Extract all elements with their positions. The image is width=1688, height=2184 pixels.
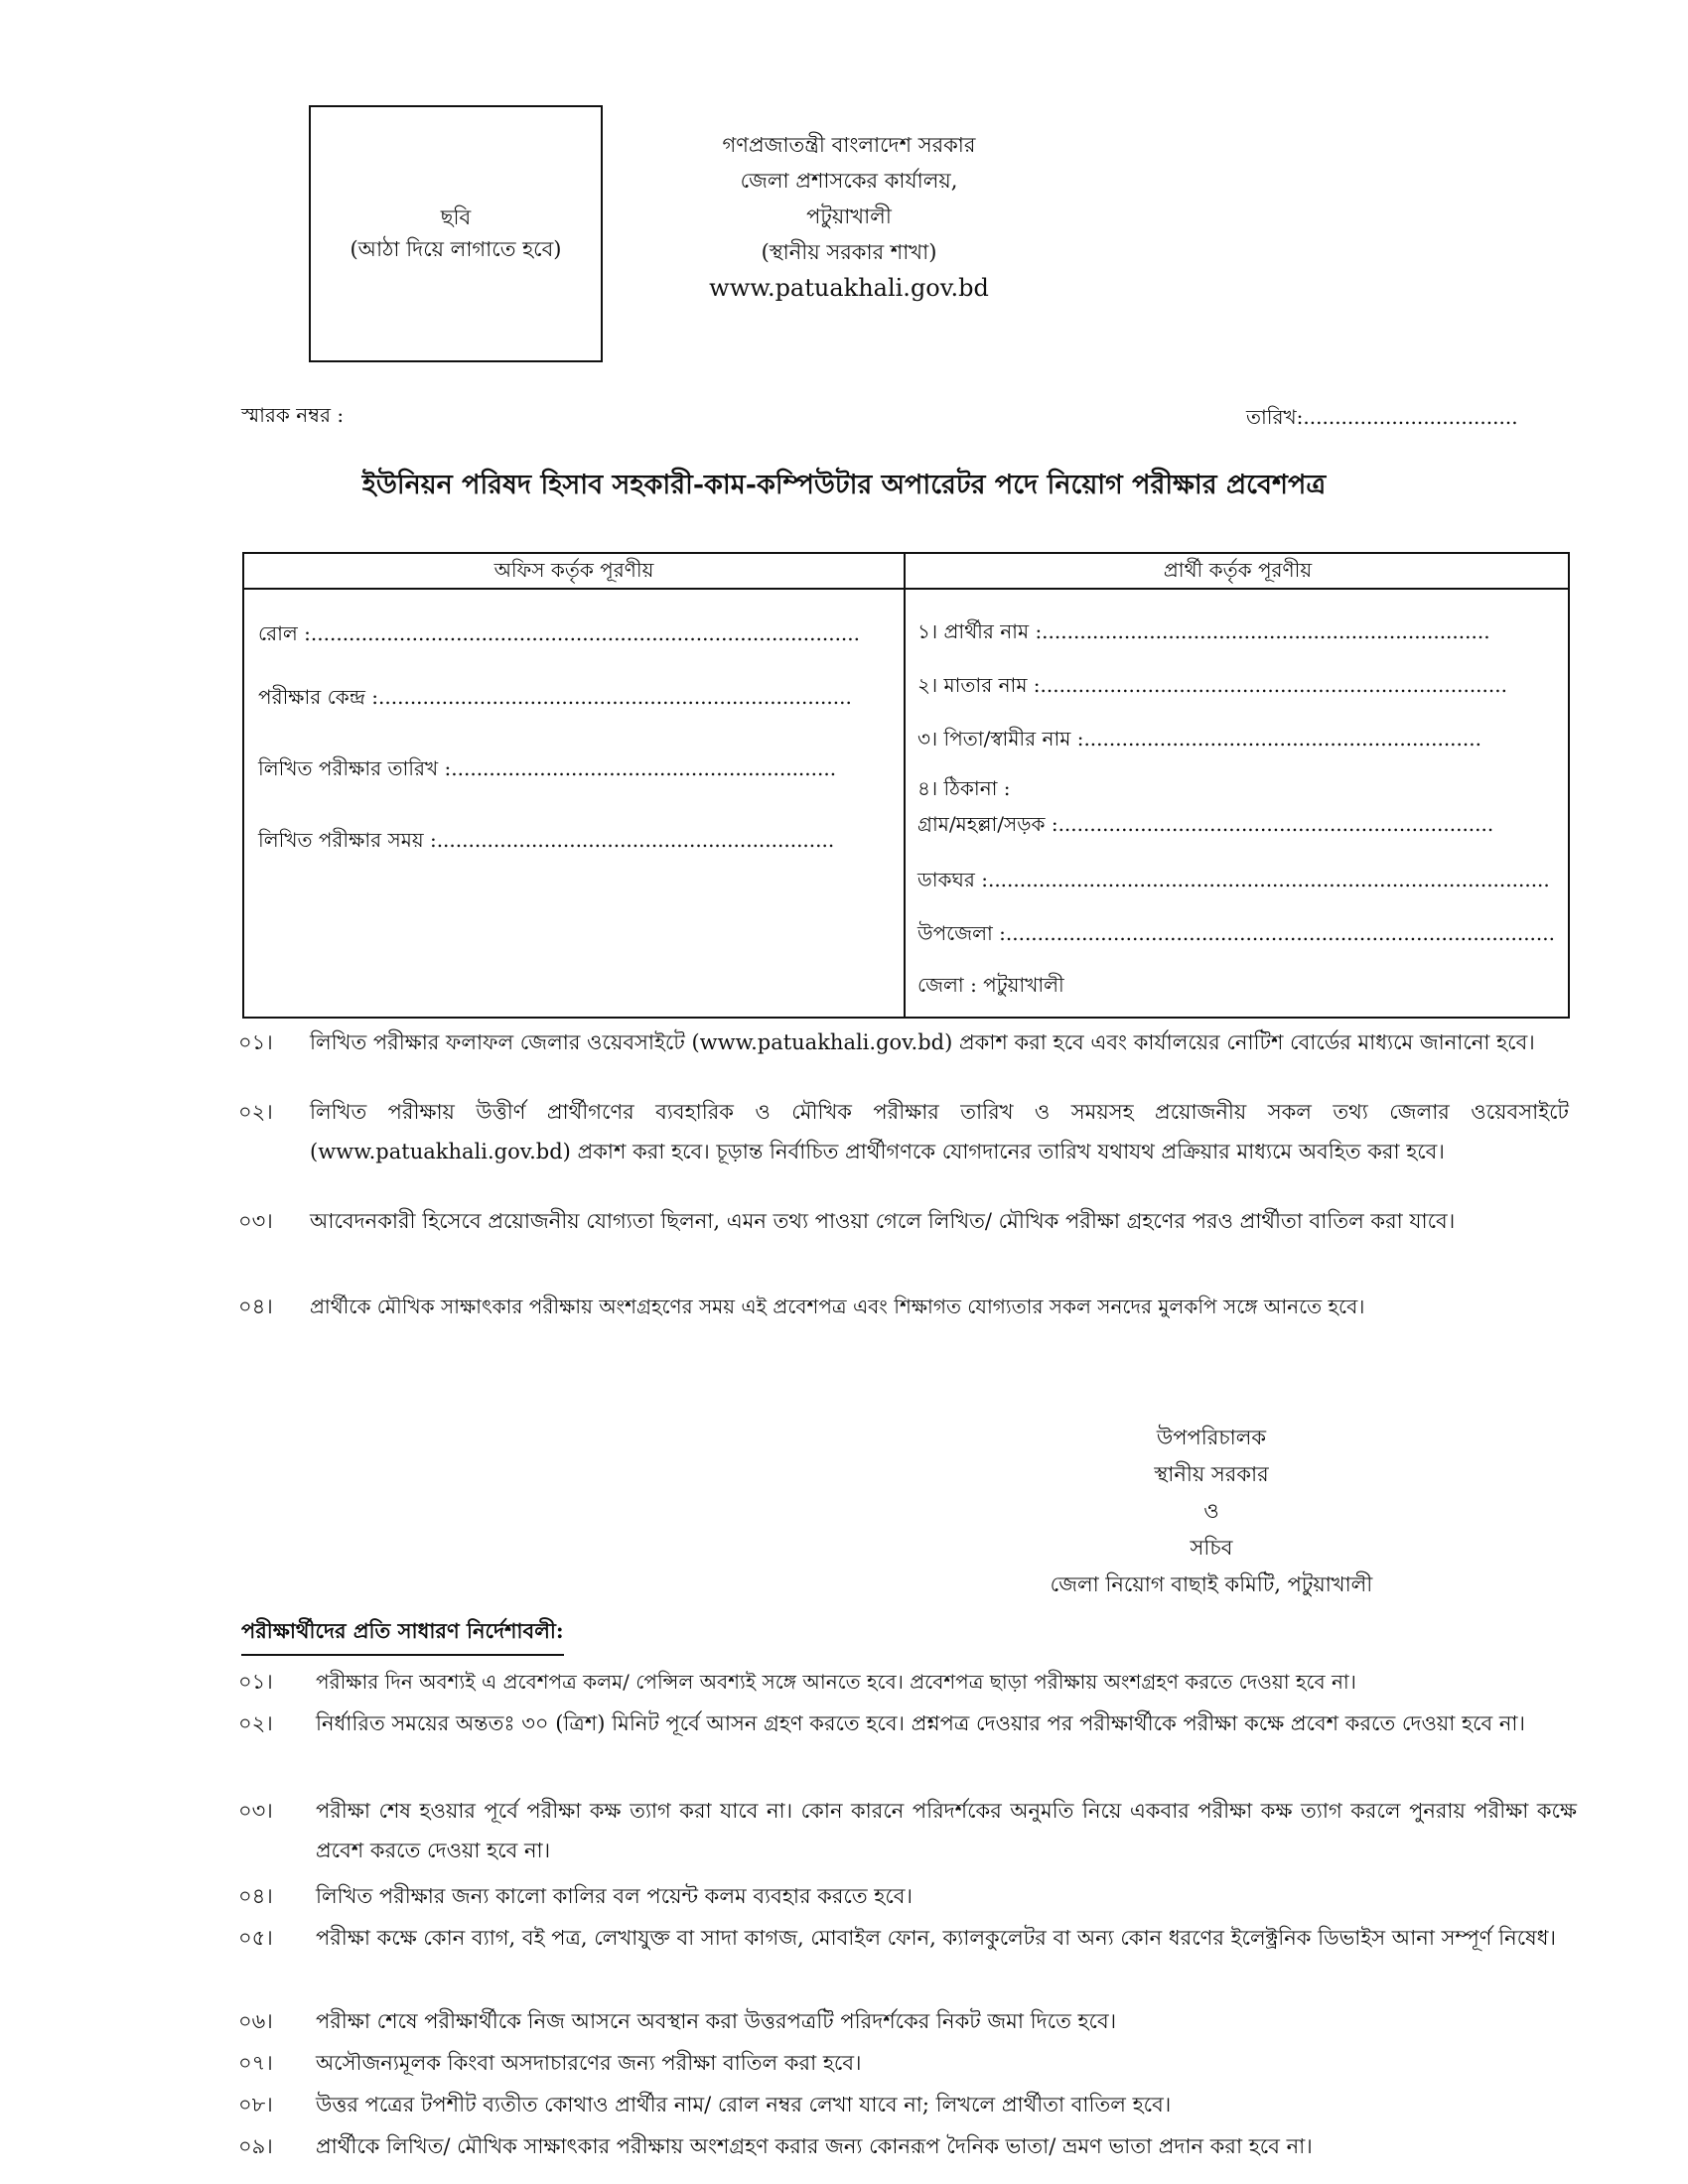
candidate-column-header: প্রার্থী কর্তৃক পূরণীয়: [1163, 558, 1313, 582]
written-exam-date-field: লিখিত পরীক্ষার তারিখ :.............................................................: [258, 756, 837, 780]
memo-number-label: স্মারক নম্বর :: [241, 403, 345, 427]
date-label: তারিখ:..................................: [1246, 405, 1518, 429]
note-number: ০৪।: [238, 1295, 273, 1318]
instruction-text: অসৌজন্যমূলক কিংবা অসদাচারণের জন্য পরীক্ষা বাতিল করা হবে।: [316, 2051, 862, 2075]
instruction-number: ০৯।: [238, 2134, 273, 2158]
note-text: আবেদনকারী হিসেবে প্রয়োজনীয় যোগ্যতা ছিলনা, এমন তথ্য পাওয়া গেলে লিখিত/ মৌখিক পরীক্ষা গ্রহণের পরও প্রার্থীতা বাতিল করা যাবে।: [310, 1209, 1456, 1233]
instruction-number: ০১।: [238, 1670, 273, 1694]
village-road-field: গ্রাম/মহল্লা/সড়ক :.....................................................................: [917, 812, 1494, 836]
admit-card-table: [242, 552, 1570, 1019]
roll-field: রোল :.......................................................................................: [258, 621, 861, 645]
note-item: [238, 1092, 1570, 1211]
note-item: [238, 1201, 1570, 1281]
instruction-text: পরীক্ষা কক্ষে কোন ব্যাগ, বই পত্র, লেখাযুক্ত বা সাদা কাগজ, মোবাইল ফোন, ক্যালকুলেটর বা অন্য কোন ধরণের ইলেক্ট্রনিক ডিভাইস আনা সম্পূর্ণ নিষেধ।: [316, 1926, 1556, 1950]
instruction-item: [238, 1918, 1579, 1997]
note-text: প্রার্থীকে মৌখিক সাক্ষাৎকার পরীক্ষায় অংশগ্রহণের সময় এই প্রবেশপত্র এবং শিক্ষাগত যোগ্যতার সকল সনদের মুলকপি সঙ্গে আনতে হবে।: [310, 1295, 1365, 1318]
written-exam-time-field: লিখিত পরীক্ষার সময় :...............................................................: [258, 828, 835, 852]
instruction-item: [238, 1704, 1579, 1783]
signatory-title: উপপরিচালক: [1156, 1426, 1267, 1449]
photo-label: ছবি: [440, 205, 472, 229]
note-number: ০১।: [238, 1030, 273, 1054]
instruction-text: প্রার্থীকে লিখিত/ মৌখিক সাক্ষাৎকার পরীক্ষায় অংশগ্রহণ করার জন্য কোনরূপ দৈনিক ভাতা/ ভ্রমণ ভাতা প্রদান করা হবে না।: [316, 2134, 1313, 2158]
mother-name-field: ২। মাতার নাম :..........................................................................: [917, 673, 1507, 697]
office-header: [695, 127, 1003, 306]
address-label: ৪। ঠিকানা :: [917, 776, 1011, 800]
instruction-text: লিখিত পরীক্ষার জন্য কালো কালির বল পয়েন্ট কলম ব্যবহার করতে হবে।: [316, 1884, 913, 1908]
website-url: www.patuakhali.gov.bd: [709, 274, 989, 302]
instruction-item: [238, 2126, 1579, 2166]
signatory-committee: জেলা নিয়োগ বাছাই কমিটি, পটুয়াখালী: [1050, 1572, 1373, 1596]
upazila-field: উপজেলা :.......................................................................................: [917, 921, 1555, 945]
office-name: জেলা প্রশাসকের কার্যালয়, পটুয়াখালী: [740, 169, 958, 228]
instruction-number: ০৭।: [238, 2051, 273, 2075]
branch-name: (স্থানীয় সরকার শাখা): [761, 240, 937, 264]
note-item: [238, 1287, 1570, 1326]
instruction-text: পরীক্ষা শেষ হওয়ার পূর্বে পরীক্ষা কক্ষ ত্যাগ করা যাবে না। কোন কারনে পরিদর্শকের অনুমতি নিয়ে একবার পরীক্ষা কক্ষ ত্যাগ করলে পুনরায় পরীক্ষা কক্ষে প্রবেশ করতে দেওয়া হবে না।: [316, 1799, 1577, 1862]
instruction-number: ০৬।: [238, 2009, 273, 2033]
note-number: ০৩।: [238, 1209, 273, 1233]
father-husband-name-field: ৩। পিতা/স্বামীর নাম :...............................................................: [917, 727, 1481, 751]
photo-box: [309, 105, 603, 362]
instruction-item: [238, 2085, 1579, 2124]
note-item: [238, 1023, 1570, 1102]
note-number: ০২।: [238, 1100, 273, 1124]
instruction-text: নির্ধারিত সময়ের অন্ততঃ ৩০ (ত্রিশ) মিনিট পূর্বে আসন গ্রহণ করতে হবে। প্রশ্নপত্র দেওয়ার পর পরীক্ষার্থীকে পরীক্ষা কক্ষে প্রবেশ করতে দেওয়া হবে না।: [316, 1711, 1526, 1735]
table-divider: [904, 554, 906, 1017]
signatory-role: সচিব: [1190, 1536, 1233, 1560]
instruction-number: ০৪।: [238, 1884, 273, 1908]
instruction-text: পরীক্ষা শেষে পরীক্ষার্থীকে নিজ আসনে অবস্থান করা উত্তরপত্রটি পরিদর্শকের নিকট জমা দিতে হবে।: [316, 2009, 1117, 2033]
note-text: লিখিত পরীক্ষায় উত্তীর্ণ প্রার্থীগণের ব্যবহারিক ও মৌখিক পরীক্ষার তারিখ ও সময়সহ প্রয়োজনীয় সকল তথ্য জেলার ওয়েবসাইটে (www.patuakhali.gov.bd) প্রকাশ করা হবে। চূড়ান্ত নির্বাচিত প্রার্থীগণকে যোগদানের তারিখ যথাযথ প্রক্রিয়ার মাধ্যমে অবহিত করা হবে।: [310, 1100, 1569, 1163]
instruction-number: ০৫।: [238, 1926, 273, 1950]
instruction-item: [238, 2001, 1579, 2041]
instruction-text: পরীক্ষার দিন অবশ্যই এ প্রবেশপত্র কলম/ পেন্সিল অবশ্যই সঙ্গে আনতে হবে। প্রবেশপত্র ছাড়া পরীক্ষায় অংশগ্রহণ করতে দেওয়া হবে না।: [316, 1670, 1356, 1694]
photo-instruction: (আঠা দিয়ে লাগাতে হবে): [350, 236, 562, 261]
instruction-number: ০৩।: [238, 1799, 273, 1823]
instruction-item: [238, 1876, 1579, 1916]
instruction-number: ০৮।: [238, 2093, 273, 2116]
office-column-header: অফিস কর্তৃক পূরণীয়: [493, 558, 654, 582]
instruction-number: ০২।: [238, 1711, 273, 1735]
instruction-item: [238, 1662, 1579, 1702]
govt-name: গণপ্রজাতন্ত্রী বাংলাদেশ সরকার: [722, 133, 976, 157]
instruction-item: [238, 1791, 1579, 1870]
exam-center-field: পরীক্ষার কেন্দ্র :...........................................................................: [258, 685, 852, 709]
instruction-item: [238, 2043, 1579, 2083]
signatory-conjunction: ও: [1203, 1499, 1219, 1523]
instructions-heading: পরীক্ষার্থীদের প্রতি সাধারণ নির্দেশাবলী:: [241, 1615, 564, 1656]
signatory-department: স্থানীয় সরকার: [1154, 1462, 1269, 1486]
district-field: জেলা : পটুয়াখালী: [917, 973, 1064, 997]
signature-block: [1023, 1420, 1400, 1603]
candidate-name-field: ১। প্রার্থীর নাম :.......................................................................: [917, 619, 1490, 643]
instruction-text: উত্তর পত্রের টপশীট ব্যতীত কোথাও প্রার্থীর নাম/ রোল নম্বর লেখা যাবে না; লিখলে প্রার্থীতা বাতিল হবে।: [316, 2093, 1172, 2116]
page-title: ইউনিয়ন পরিষদ হিসাব সহকারী-কাম-কম্পিউটার অপারেটর পদে নিয়োগ পরীক্ষার প্রবেশপত্র: [361, 470, 1327, 500]
note-text: লিখিত পরীক্ষার ফলাফল জেলার ওয়েবসাইটে (www.patuakhali.gov.bd) প্রকাশ করা হবে এবং কার্যালয়ের নোটিশ বোর্ডের মাধ্যমে জানানো হবে।: [310, 1030, 1535, 1054]
post-office-field: ডাকঘর :.........................................................................................: [917, 868, 1550, 891]
